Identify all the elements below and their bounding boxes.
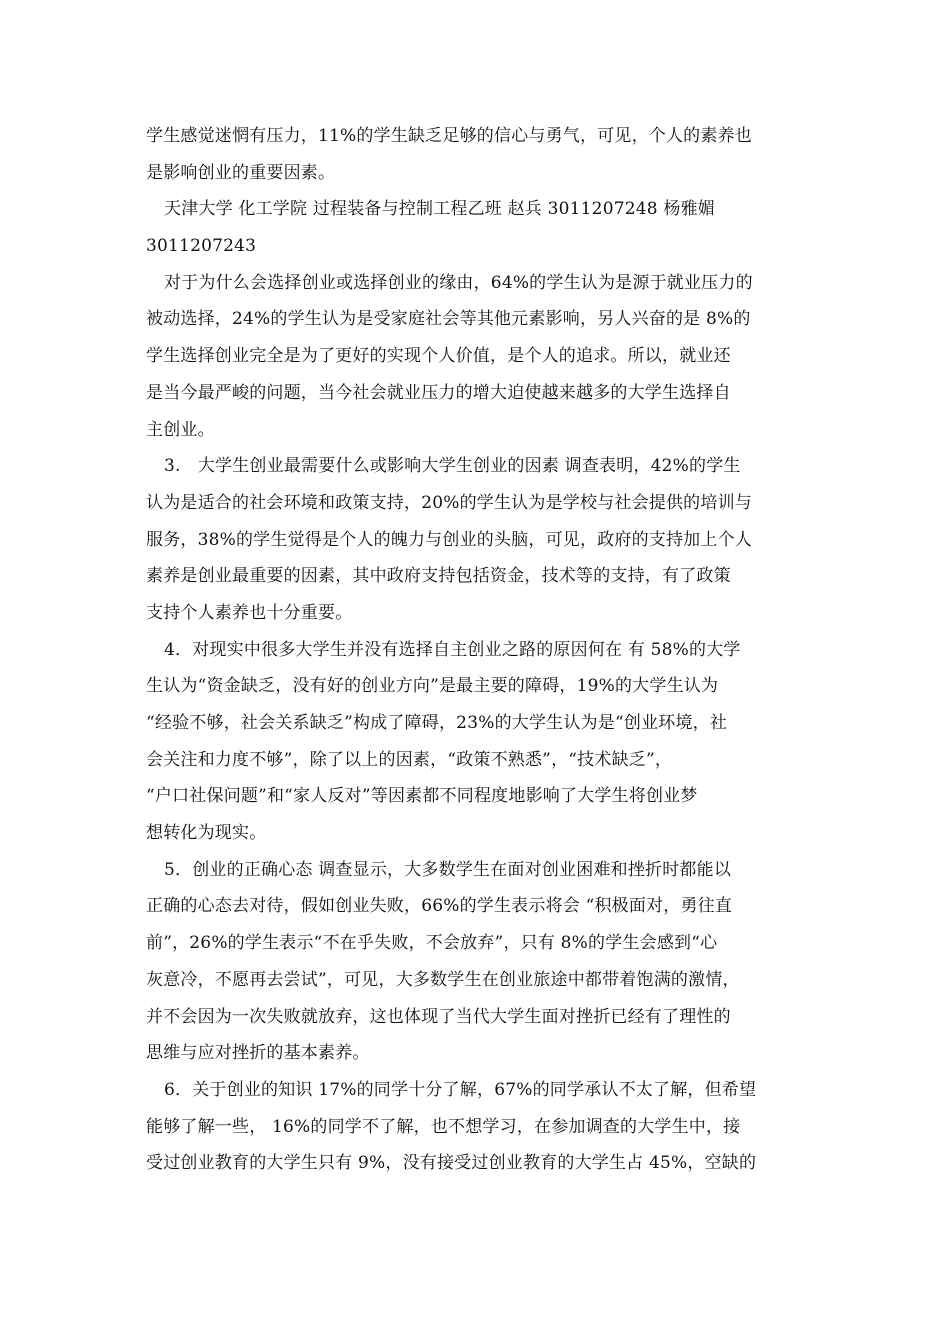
text-line: 灰意冷，不愿再去尝试”，可见，大多数学生在创业旅途中都带着饱满的激情， — [146, 969, 740, 990]
text-line: 并不会因为一次失败就放弃，这也体现了当代大学生面对挫折已经有了理性的 — [146, 1006, 731, 1027]
text-line: 学生选择创业完全是为了更好的实现个人价值，是个人的追求。所以，就业还 — [146, 346, 731, 367]
text-line: 被动选择，24%的学生认为是受家庭社会等其他元素影响，另人兴奋的是 8%的 — [146, 309, 751, 330]
text-line: 3011207243 — [146, 236, 257, 257]
text-line: 是影响创业的重要因素。 — [146, 162, 336, 183]
text-line: 生认为“资金缺乏，没有好的创业方向”是最主要的障碍，19%的大学生认为 — [146, 676, 719, 697]
text-line: 素养是创业最重要的因素，其中政府支持包括资金，技术等的支持，有了政策 — [146, 566, 731, 587]
text-line: 能够了解一些， 16%的同学不了解，也不想学习，在参加调查的大学生中，接 — [146, 1116, 741, 1137]
text-line: “户口社保问题”和“家人反对”等因素都不同程度地影响了大学生将创业梦 — [146, 786, 698, 807]
text-line: 前”，26%的学生表示“不在乎失败，不会放弃”，只有 8%的学生会感到“心 — [146, 933, 718, 954]
text-line: 支持个人素养也十分重要。 — [146, 602, 353, 623]
text-line: 思维与应对挫折的基本素养。 — [146, 1043, 370, 1064]
text-line: 想转化为现实。 — [146, 823, 267, 844]
text-line: 5．创业的正确心态 调查显示，大多数学生在面对创业困难和挫折时都能以 — [164, 859, 732, 880]
text-line: 学生感觉迷惘有压力，11%的学生缺乏足够的信心与勇气，可见，个人的素养也 — [146, 126, 752, 146]
text-line: 天津大学 化工学院 过程装备与控制工程乙班 赵兵 3011207248 杨雅媚 — [164, 199, 715, 220]
text-line: 是当今最严峻的问题，当今社会就业压力的增大迫使越来越多的大学生选择自 — [146, 382, 731, 403]
text-line: 3. 大学生创业最需要什么或影响大学生创业的因素 调查表明，42%的学生 — [164, 456, 741, 477]
text-line: 6．关于创业的知识 17%的同学十分了解，67%的同学承认不太了解，但希望 — [164, 1079, 757, 1100]
body-text — [146, 118, 816, 1182]
text-line: 正确的心态去对待，假如创业失败，66%的学生表示将会 “积极面对，勇往直 — [146, 896, 733, 917]
text-line: 认为是适合的社会环境和政策支持，20%的学生认为是学校与社会提供的培训与 — [146, 492, 752, 513]
text-line: 会关注和力度不够”，除了以上的因素，“政策不熟悉”，“技术缺乏”， — [146, 749, 673, 770]
text-line: 4．对现实中很多大学生并没有选择自主创业之路的原因何在 有 58%的大学 — [164, 639, 741, 660]
text-line: 服务，38%的学生觉得是个人的魄力与创业的头脑，可见，政府的支持加上个人 — [146, 529, 752, 550]
text-line: 对于为什么会选择创业或选择创业的缘由，64%的学生认为是源于就业压力的 — [164, 272, 753, 293]
text-line: 受过创业教育的大学生只有 9%，没有接受过创业教育的大学生占 45%，空缺的 — [146, 1153, 757, 1174]
text-line: 主创业。 — [146, 419, 215, 440]
text-line: “经验不够，社会关系缺乏”构成了障碍，23%的大学生认为是“创业环境，社 — [146, 713, 728, 733]
